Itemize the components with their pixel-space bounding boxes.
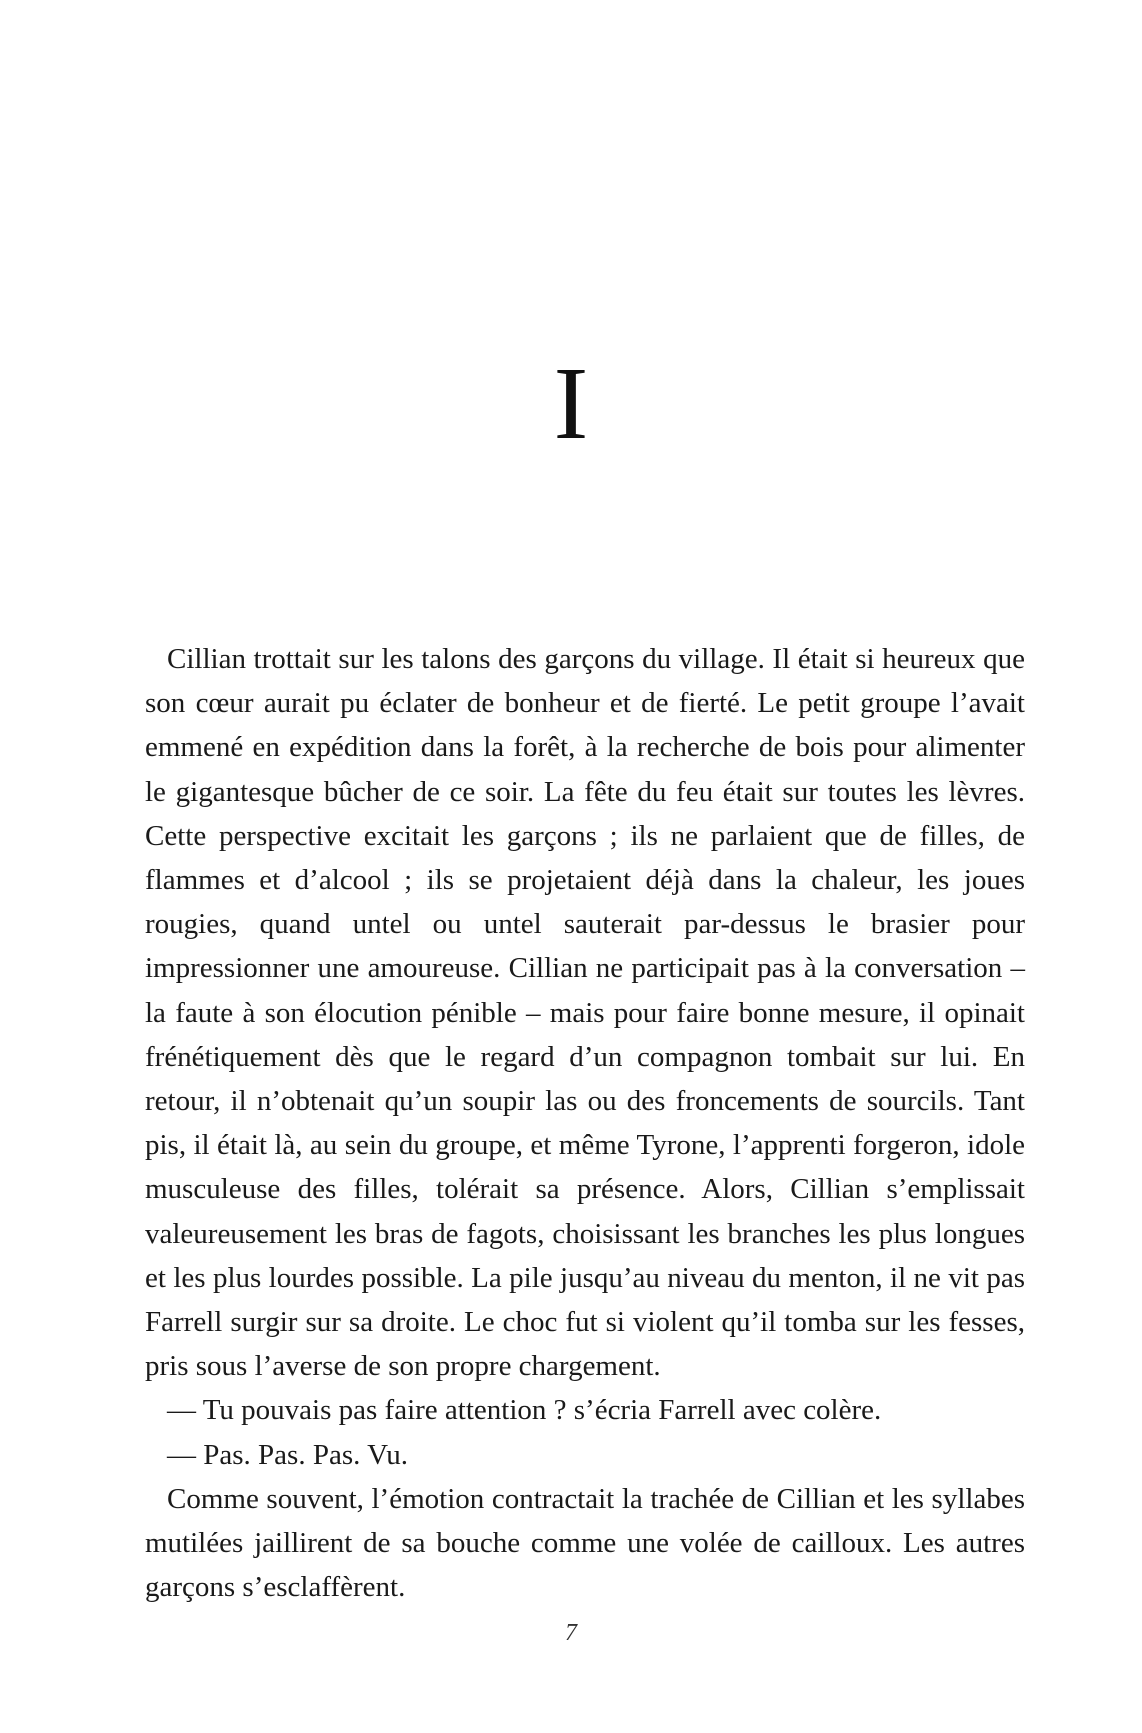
paragraph: Comme souvent, l’émotion contractait la trachée de Cillian et les syllabes mutilées jaillirent de sa bouche comme une volée de cailloux. Les autres garçons s’esclaffèrent. [145, 1482, 1025, 1604]
page-number: 7 [565, 1620, 577, 1646]
paragraph: — Pas. Pas. Pas. Vu. [167, 1438, 409, 1471]
paragraph: — Tu pouvais pas faire attention ? s’écria Farrell avec colère. [167, 1394, 882, 1427]
paragraph: Cillian trottait sur les talons des garçons du village. Il était si heureux que son cœur aurait pu éclater de bonheur et de fierté. Le petit groupe l’avait emmené en expédition dans la forêt, à la recherche de bois pour alimenter le gigantesque bûcher de ce soir. La fête du feu était sur toutes les lèvres. Cette perspective excitait les garçons ; ils ne parlaient que de filles, de flammes et d’alcool ; ils se projetaient déjà dans la chaleur, les joues rougies, quand untel ou untel sauterait par-dessus le brasier pour impressionner une amoureuse. Cillian ne participait pas à la conversation – la faute à son élocution pénible – mais pour faire bonne mesure, il opinait frénétiquement dès que le regard d’un compagnon tombait sur lui. En retour, il n’obtenait qu’un soupir las ou des froncements de sourcils. Tant pis, il était là, au sein du groupe, et même Tyrone, l’apprenti forgeron, idole musculeuse des filles, tolérait sa présence. Alors, Cillian s’emplissait valeureusement les bras de fagots, choisissant les branches les plus longues et les plus lourdes possible. La pile jusqu’au niveau du menton, il ne vit pas Farrell surgir sur sa droite. Le choc fut si violent qu’il tomba sur les fesses, pris sous l’averse de son propre chargement. [145, 643, 1025, 1383]
chapter-body [145, 637, 1025, 1609]
chapter-number: I [553, 346, 589, 461]
